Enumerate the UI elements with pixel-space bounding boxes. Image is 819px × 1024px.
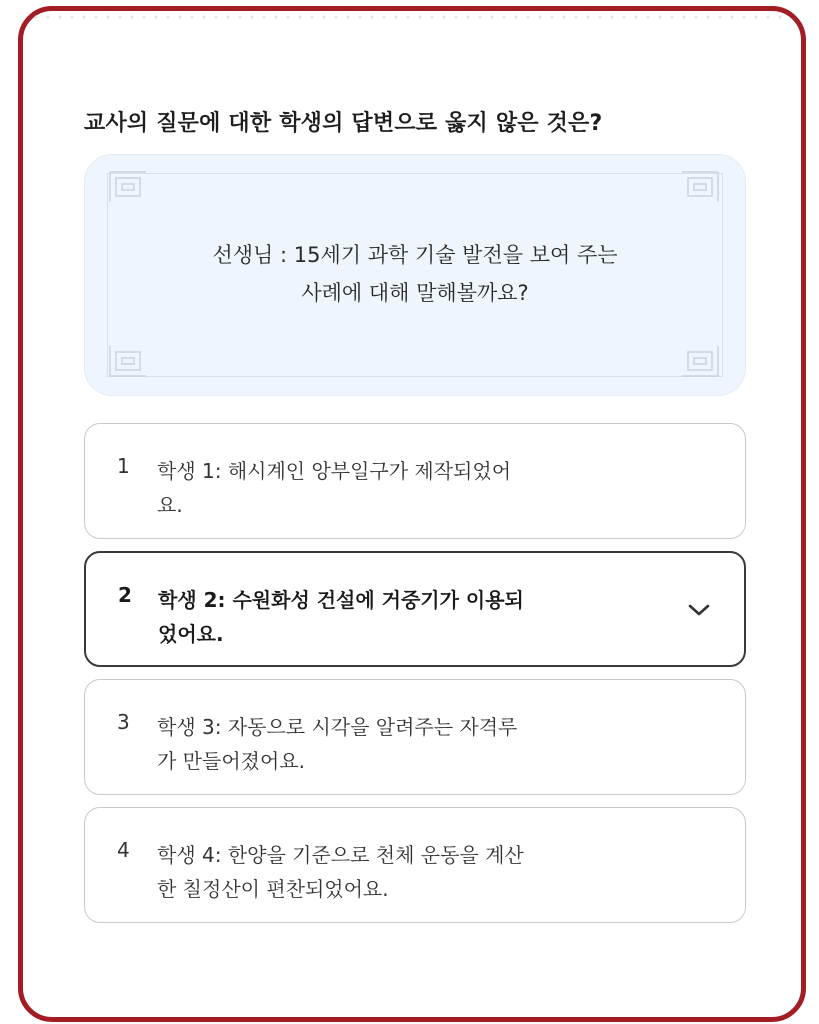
corner-ornament-icon xyxy=(680,170,720,204)
option-number: 1 xyxy=(117,454,130,478)
option-text: 학생 4: 한양을 기준으로 천체 운동을 계산 한 칠정산이 편찬되었어요. xyxy=(157,843,524,901)
corner-ornament-icon xyxy=(108,170,148,204)
option-text: 학생 2: 수원화성 건설에 거중기가 이용되 었어요. xyxy=(158,588,524,646)
question-text: 교사의 질문에 대한 학생의 답변으로 옳지 않은 것은? xyxy=(84,111,603,136)
decorative-dot-border xyxy=(30,14,789,20)
option-text: 학생 3: 자동으로 시각을 알려주는 자격루 가 만들어졌어요. xyxy=(157,715,518,773)
answer-option-1[interactable] xyxy=(84,423,746,539)
check-icon xyxy=(688,601,710,617)
option-text: 학생 1: 해시계인 앙부일구가 제작되었어 요. xyxy=(157,459,512,517)
corner-ornament-icon xyxy=(108,344,148,378)
dialog-line-2: 사례에 대해 말해볼까요? xyxy=(301,281,529,305)
corner-ornament-icon xyxy=(680,344,720,378)
answer-option-2[interactable] xyxy=(84,551,746,667)
option-number: 2 xyxy=(118,583,132,607)
option-number: 4 xyxy=(117,838,130,862)
answer-option-4[interactable] xyxy=(84,807,746,923)
dialog-line-1: 선생님 : 15세기 과학 기술 발전을 보여 주는 xyxy=(212,243,618,267)
answer-option-3[interactable] xyxy=(84,679,746,795)
option-number: 3 xyxy=(117,710,130,734)
teacher-dialog-text xyxy=(84,236,746,312)
